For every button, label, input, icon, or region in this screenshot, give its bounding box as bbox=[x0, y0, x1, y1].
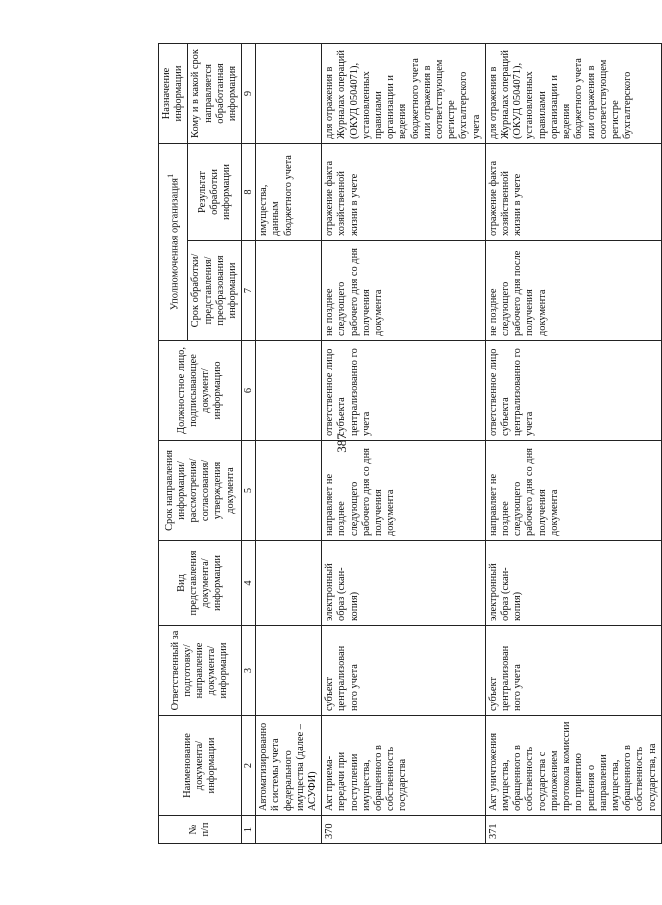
processing-result: отражение факта хозяйственной жизни в учете bbox=[322, 144, 486, 241]
column-number: 8 bbox=[242, 144, 256, 241]
term bbox=[256, 441, 322, 541]
presentation-type bbox=[256, 541, 322, 626]
column-number: 6 bbox=[242, 341, 256, 441]
header-number: № п/п bbox=[159, 816, 242, 844]
row-number: 371 bbox=[485, 816, 661, 844]
column-number-row bbox=[242, 44, 256, 844]
signer bbox=[256, 341, 322, 441]
header-recipient: Кому и в какой срок направляется обработанная информация bbox=[188, 44, 242, 144]
document-table bbox=[158, 43, 662, 844]
term: направляет не позднее следующего рабочего дня со дня получения документа bbox=[485, 441, 661, 541]
signer: ответственное лицо субъекта централизованно го учета bbox=[485, 341, 661, 441]
column-number: 1 bbox=[242, 816, 256, 844]
recipient: для отражения в Журналах операций (ОКУД 0504071), установленных правилами организации и ведения бюджетного учета или отражения в соответствующем регистре бухгалтерского учета bbox=[322, 44, 486, 144]
responsible: субъект централизован ного учета bbox=[322, 626, 486, 716]
rotated-table-container bbox=[158, 44, 658, 844]
processing-term: не позднее следующего рабочего дня со дня получения документа bbox=[322, 241, 486, 341]
processing-result: имущества, данным бюджетного учета bbox=[256, 144, 322, 241]
responsible: субъект централизован ного учета bbox=[485, 626, 661, 716]
header-presentation-type: Вид представления документа/ информации bbox=[159, 541, 242, 626]
document-name: Акт приема-передачи при поступлении имущества, обращенного в собственность государства bbox=[322, 716, 486, 816]
document-name: Автоматизированной системы учета федерального имущества (далее – АСУФИ) bbox=[256, 716, 322, 816]
page-number: 387 bbox=[334, 433, 349, 453]
header-document-name: Наименование документа/ информации bbox=[159, 716, 242, 816]
column-number: 4 bbox=[242, 541, 256, 626]
header-result: Результат обработки информации bbox=[188, 144, 242, 241]
column-number: 9 bbox=[242, 44, 256, 144]
row-number: 370 bbox=[322, 816, 486, 844]
header-responsible: Ответственный за подготовку/ направление документа/ информации bbox=[159, 626, 242, 716]
header-group-label: Уполномоченная организация bbox=[169, 178, 181, 311]
column-number: 3 bbox=[242, 626, 256, 716]
table-row bbox=[256, 44, 322, 844]
presentation-type: электронный образ (скан-копия) bbox=[485, 541, 661, 626]
column-number: 7 bbox=[242, 241, 256, 341]
processing-term bbox=[256, 241, 322, 341]
recipient bbox=[256, 44, 322, 144]
processing-term: не позднее следующего рабочего дня после получения документа bbox=[485, 241, 661, 341]
signer: ответственное лицо субъекта централизованно го учета bbox=[322, 341, 486, 441]
header-term: Срок направления информации/ рассмотрения/ согласования/ утверждения документа bbox=[159, 441, 242, 541]
responsible bbox=[256, 626, 322, 716]
header-group-footnote: 1 bbox=[165, 173, 176, 179]
table-row bbox=[485, 44, 661, 844]
document-name: Акт уничтожения имущества, обращенного в собственность государства с приложением протокола комиссии по принятию решения о направлении имущества, обращенного в собственность государства, на bbox=[485, 716, 661, 816]
recipient: для отражения в Журналах операций (ОКУД 0504071), установленных правилами организации и ведения бюджетного учета или отражения в соответствующем регистре бухгалтерского bbox=[485, 44, 661, 144]
presentation-type: электронный образ (скан-копия) bbox=[322, 541, 486, 626]
header-purpose: Назначение информации bbox=[159, 44, 188, 144]
header-authorized-organization bbox=[159, 144, 188, 341]
column-number: 5 bbox=[242, 441, 256, 541]
header-signer: Должностное лицо, подписывающее документ/ информацию bbox=[159, 341, 242, 441]
term: направляет не позднее следующего рабочего дня со дня получения документа bbox=[322, 441, 486, 541]
header-processing-term: Срок обработки/ представления/ преобразования информации bbox=[188, 241, 242, 341]
row-number bbox=[256, 816, 322, 844]
column-number: 2 bbox=[242, 716, 256, 816]
table-row bbox=[322, 44, 486, 844]
processing-result: отражение факта хозяйственной жизни в учете bbox=[485, 144, 661, 241]
